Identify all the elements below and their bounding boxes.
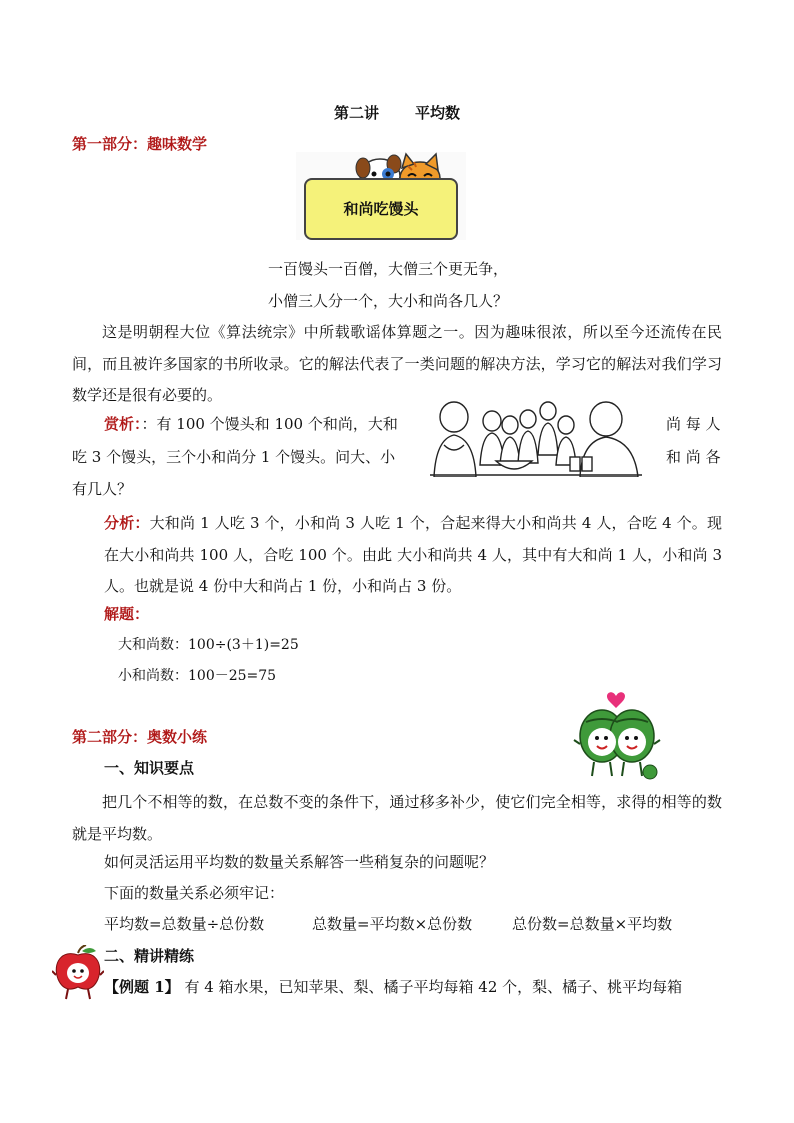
monks-eating-illustration — [430, 395, 642, 477]
example-1 — [104, 976, 682, 997]
formula-parts: 总份数=总数量×平均数 — [512, 915, 673, 933]
part2-heading: 第二部分：奥数小练 — [72, 728, 208, 746]
solution-line-1: 大和尚数：100÷(3＋1)=25 — [118, 637, 299, 653]
apple-mascot-icon — [52, 945, 104, 1001]
question-line: 如何灵活运用平均数的数量关系解答一些稍复杂的问题呢？ — [104, 853, 495, 871]
remember-line: 下面的数量关系必须牢记： — [104, 884, 285, 902]
poem-line-2: 小僧三人分一个，大小和尚各几人？ — [268, 292, 509, 310]
appreciate-right-1: 尚 每 人 — [666, 415, 721, 433]
sub-heading-2: 二、精讲精练 — [104, 947, 195, 965]
banner-illustration — [296, 152, 466, 240]
lecture-number: 第二讲 — [333, 104, 379, 122]
solution-line-2: 小和尚数：100－25=75 — [118, 668, 277, 684]
part1-heading: 第一部分：趣味数学 — [72, 135, 208, 153]
solution-label: 解题： — [104, 605, 150, 623]
lecture-topic: 平均数 — [415, 104, 461, 122]
watermelon-mascot-icon — [572, 682, 662, 782]
sub-heading-1: 一、知识要点 — [104, 759, 195, 777]
analysis-text: 大和尚 1 人吃 3 个，小和尚 3 人吃 1 个，合起来得大小和尚共 4 人，合吃 4 个。现在大小和尚共 100 人，合吃 100 个。由此 大小和尚共 4 人，其中有大和尚 1 人，小和尚 3 人。也就是说 4 份中大和尚占 1 份，小和尚占 3 份。 — [104, 514, 722, 595]
poem-line-1: 一百馒头一百僧，大僧三个更无争， — [268, 260, 509, 278]
formula-average: 平均数=总数量÷总份数 — [104, 915, 265, 933]
knowledge-paragraph: 把几个不相等的数，在总数不变的条件下，通过移多补少，使它们完全相等，求得的相等的数就是平均数。 — [72, 793, 722, 843]
appreciate-label: 赏析： — [104, 415, 142, 433]
appreciate-right-2: 和 尚 各 — [666, 448, 721, 466]
banner-board — [304, 178, 458, 240]
appreciate-text-1: ：有 100 个馒头和 100 个和尚，大和 — [141, 415, 398, 433]
appreciate-line-3: 有几人？ — [72, 480, 133, 498]
page-title — [0, 102, 794, 123]
formula-row — [0, 913, 794, 937]
analysis-block — [104, 508, 722, 603]
appreciate-line-2: 吃 3 个馒头，三个小和尚分 1 个馒头。问大、小 — [72, 448, 396, 466]
appreciate-line-1 — [104, 413, 398, 434]
example-text: 有 4 箱水果，已知苹果、梨、橘子平均每箱 42 个，梨、橘子、桃平均每箱 — [184, 978, 683, 996]
intro-paragraph: 这是明朝程大位《算法统宗》中所载歌谣体算题之一。因为趣味很浓，所以至今还流传在民间，而且被许多国家的书所收录。它的解法代表了一类问题的解决方法，学习它的解法对我们学习数学还是很有必要的。 — [72, 323, 722, 404]
example-label: 【例题 1】 — [104, 978, 180, 996]
formula-total: 总数量=平均数×总份数 — [312, 915, 473, 933]
analysis-label: 分析： — [104, 514, 150, 532]
banner-label: 和尚吃馒头 — [343, 200, 419, 218]
